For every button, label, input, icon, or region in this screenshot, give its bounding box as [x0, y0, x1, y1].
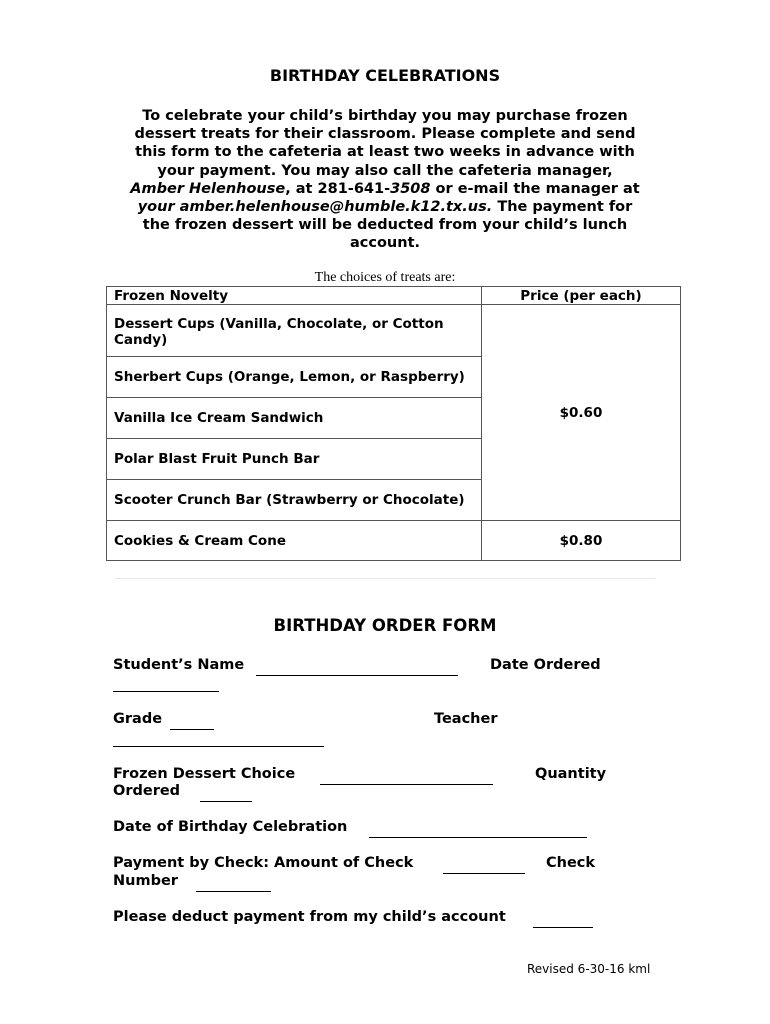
intro-line: To celebrate your child’s birthday you may purchase frozen: [142, 108, 628, 124]
treats-table: [106, 286, 681, 561]
ordered-label: Ordered: [113, 783, 181, 799]
dessert-choice-field[interactable]: [320, 784, 493, 785]
celebration-date-field[interactable]: [369, 837, 587, 838]
date-ordered-field[interactable]: [113, 691, 219, 692]
novelty-cell: Dessert Cups (Vanilla, Chocolate, or Cotton Candy): [107, 305, 482, 357]
grade-field[interactable]: [170, 729, 214, 730]
deduct-payment-field[interactable]: [533, 927, 593, 928]
celebration-date-label: Date of Birthday Celebration: [113, 819, 348, 835]
deduct-payment-label: Please deduct payment from my child’s account: [113, 909, 506, 925]
check-amount-label: Payment by Check: Amount of Check: [113, 855, 414, 871]
price-cell-group: $0.60: [482, 305, 681, 521]
novelty-cell: Polar Blast Fruit Punch Bar: [107, 439, 482, 480]
dessert-choice-label: Frozen Dessert Choice: [113, 766, 296, 782]
manager-email: your amber.helenhouse@humble.k12.tx.us.: [137, 199, 493, 216]
choices-caption: The choices of treats are:: [314, 270, 456, 285]
novelty-cell: Vanilla Ice Cream Sandwich: [107, 398, 482, 439]
teacher-field[interactable]: [113, 746, 324, 747]
intro-paragraph: [112, 107, 658, 253]
intro-line: or e-mail the manager at: [430, 180, 640, 197]
table-row: [107, 305, 681, 357]
quantity-label: Quantity: [535, 766, 607, 782]
intro-line: this form to the cafeteria at least two weeks in advance with: [135, 144, 635, 161]
check-number-field[interactable]: [196, 891, 271, 892]
novelty-cell: Sherbert Cups (Orange, Lemon, or Raspberry): [107, 357, 482, 398]
quantity-field[interactable]: [200, 801, 252, 802]
student-name-field[interactable]: [256, 675, 458, 676]
student-name-label: Student’s Name: [113, 657, 245, 673]
order-form-title: BIRTHDAY ORDER FORM: [273, 616, 497, 635]
date-ordered-label: Date Ordered: [490, 657, 601, 673]
phone-extension: 3508: [390, 180, 431, 197]
novelty-cell: Cookies & Cream Cone: [107, 521, 482, 561]
revision-note: Revised 6-30-16 kml: [527, 962, 651, 976]
intro-line: the frozen dessert will be deducted from your child’s lunch: [142, 217, 628, 234]
manager-name: Amber Helenhouse: [130, 180, 286, 197]
intro-line: , at 281-641-: [285, 180, 391, 197]
price-cell: $0.80: [482, 521, 681, 561]
check-label: Check: [546, 855, 596, 871]
teacher-label: Teacher: [434, 711, 498, 727]
table-row: [107, 521, 681, 561]
grade-label: Grade: [113, 711, 163, 727]
intro-line: The payment for: [492, 199, 633, 216]
novelty-cell: Scooter Crunch Bar (Strawberry or Chocolate): [107, 480, 482, 521]
intro-line: account.: [349, 235, 421, 252]
check-amount-field[interactable]: [443, 873, 525, 874]
table-header-row: [107, 287, 681, 305]
check-number-label: Number: [113, 873, 178, 889]
divider: [115, 578, 655, 579]
page-title: BIRTHDAY CELEBRATIONS: [269, 66, 501, 85]
column-header-novelty: Frozen Novelty: [107, 287, 482, 305]
column-header-price: Price (per each): [482, 287, 681, 305]
intro-line: dessert treats for their classroom. Please complete and send: [134, 126, 636, 143]
intro-line: your payment. You may also call the cafeteria manager,: [157, 162, 613, 179]
